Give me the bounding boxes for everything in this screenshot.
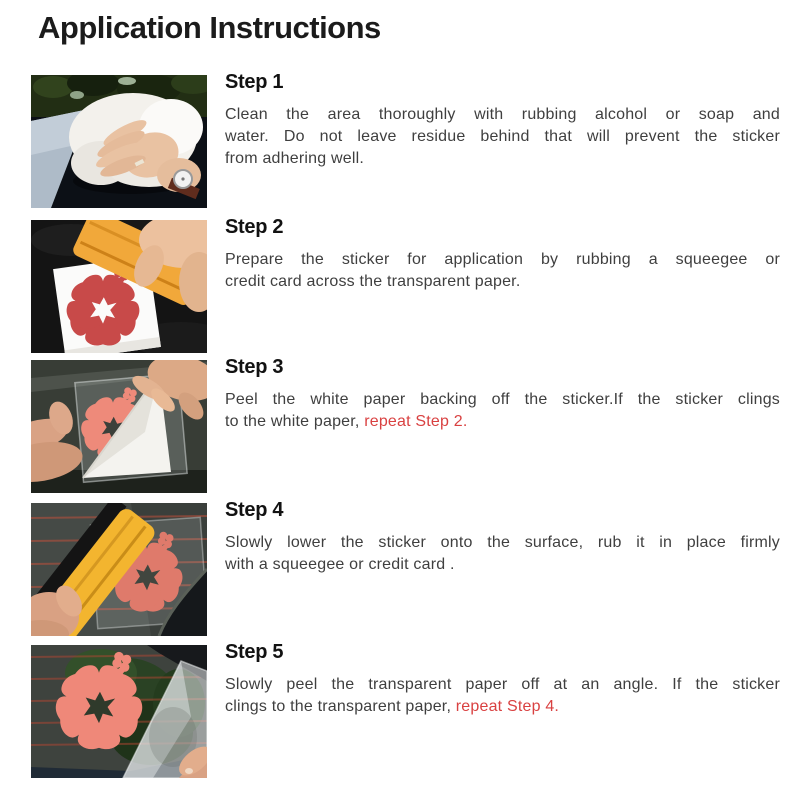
- peel-backing-photo-graphic: [31, 360, 207, 493]
- step-4-photo-apply-sticker: [31, 503, 207, 636]
- step-1-text: [225, 71, 780, 170]
- step-2-row: [31, 216, 780, 353]
- step-3-line-1: Peel the white paper backing off the sticker.If the sticker clings: [225, 391, 780, 408]
- peel-transfer-photo-graphic: [31, 645, 207, 778]
- step-3-label: Step 3: [225, 356, 284, 378]
- step-1-line-2: water. Do not leave residue behind that will prevent the sticker: [225, 128, 780, 145]
- step-2-photo-squeegee-rub: [31, 220, 207, 353]
- step-5-red-note: repeat Step 4.: [455, 698, 560, 715]
- step-5-photo-peel-transfer: [31, 645, 207, 778]
- apply-sticker-photo-graphic: [31, 503, 207, 636]
- step-5-line-1: Slowly peel the transparent paper off at an angle. If the sticker: [225, 676, 780, 693]
- step-2-text: [225, 216, 780, 293]
- step-1-line-3: from adhering well.: [225, 150, 364, 167]
- step-2-label: Step 2: [225, 216, 284, 238]
- step-5-label: Step 5: [225, 641, 284, 663]
- step-1-line-1: Clean the area thoroughly with rubbing alcohol or soap and: [225, 106, 780, 123]
- step-1-row: [31, 71, 780, 208]
- page-title: Application Instructions: [38, 10, 381, 45]
- wipe-cloth-photo-graphic: [31, 75, 207, 208]
- step-3-line-2: to the white paper, repeat Step 2.: [225, 413, 468, 430]
- step-3-photo-peel-backing: [31, 360, 207, 493]
- step-3-red-note: repeat Step 2.: [364, 413, 468, 430]
- step-5-row: [31, 641, 780, 778]
- step-4-label: Step 4: [225, 499, 284, 521]
- step-3-row: [31, 356, 780, 493]
- step-1-photo-wipe-cloth: [31, 75, 207, 208]
- step-4-line-2: with a squeegee or credit card .: [225, 556, 455, 573]
- step-4-row: [31, 499, 780, 636]
- step-5-line-2: clings to the transparent paper, repeat Step 4.: [225, 698, 560, 715]
- step-5-text: [225, 641, 780, 718]
- step-4-line-1: Slowly lower the sticker onto the surface, rub it in place firmly: [225, 534, 780, 551]
- step-3-text: [225, 356, 780, 433]
- step-1-label: Step 1: [225, 71, 284, 93]
- squeegee-rub-photo-graphic: [31, 220, 207, 353]
- step-2-line-2: credit card across the transparent paper.: [225, 273, 521, 290]
- step-2-line-1: Prepare the sticker for application by rubbing a squeegee or: [225, 251, 780, 268]
- step-4-text: [225, 499, 780, 576]
